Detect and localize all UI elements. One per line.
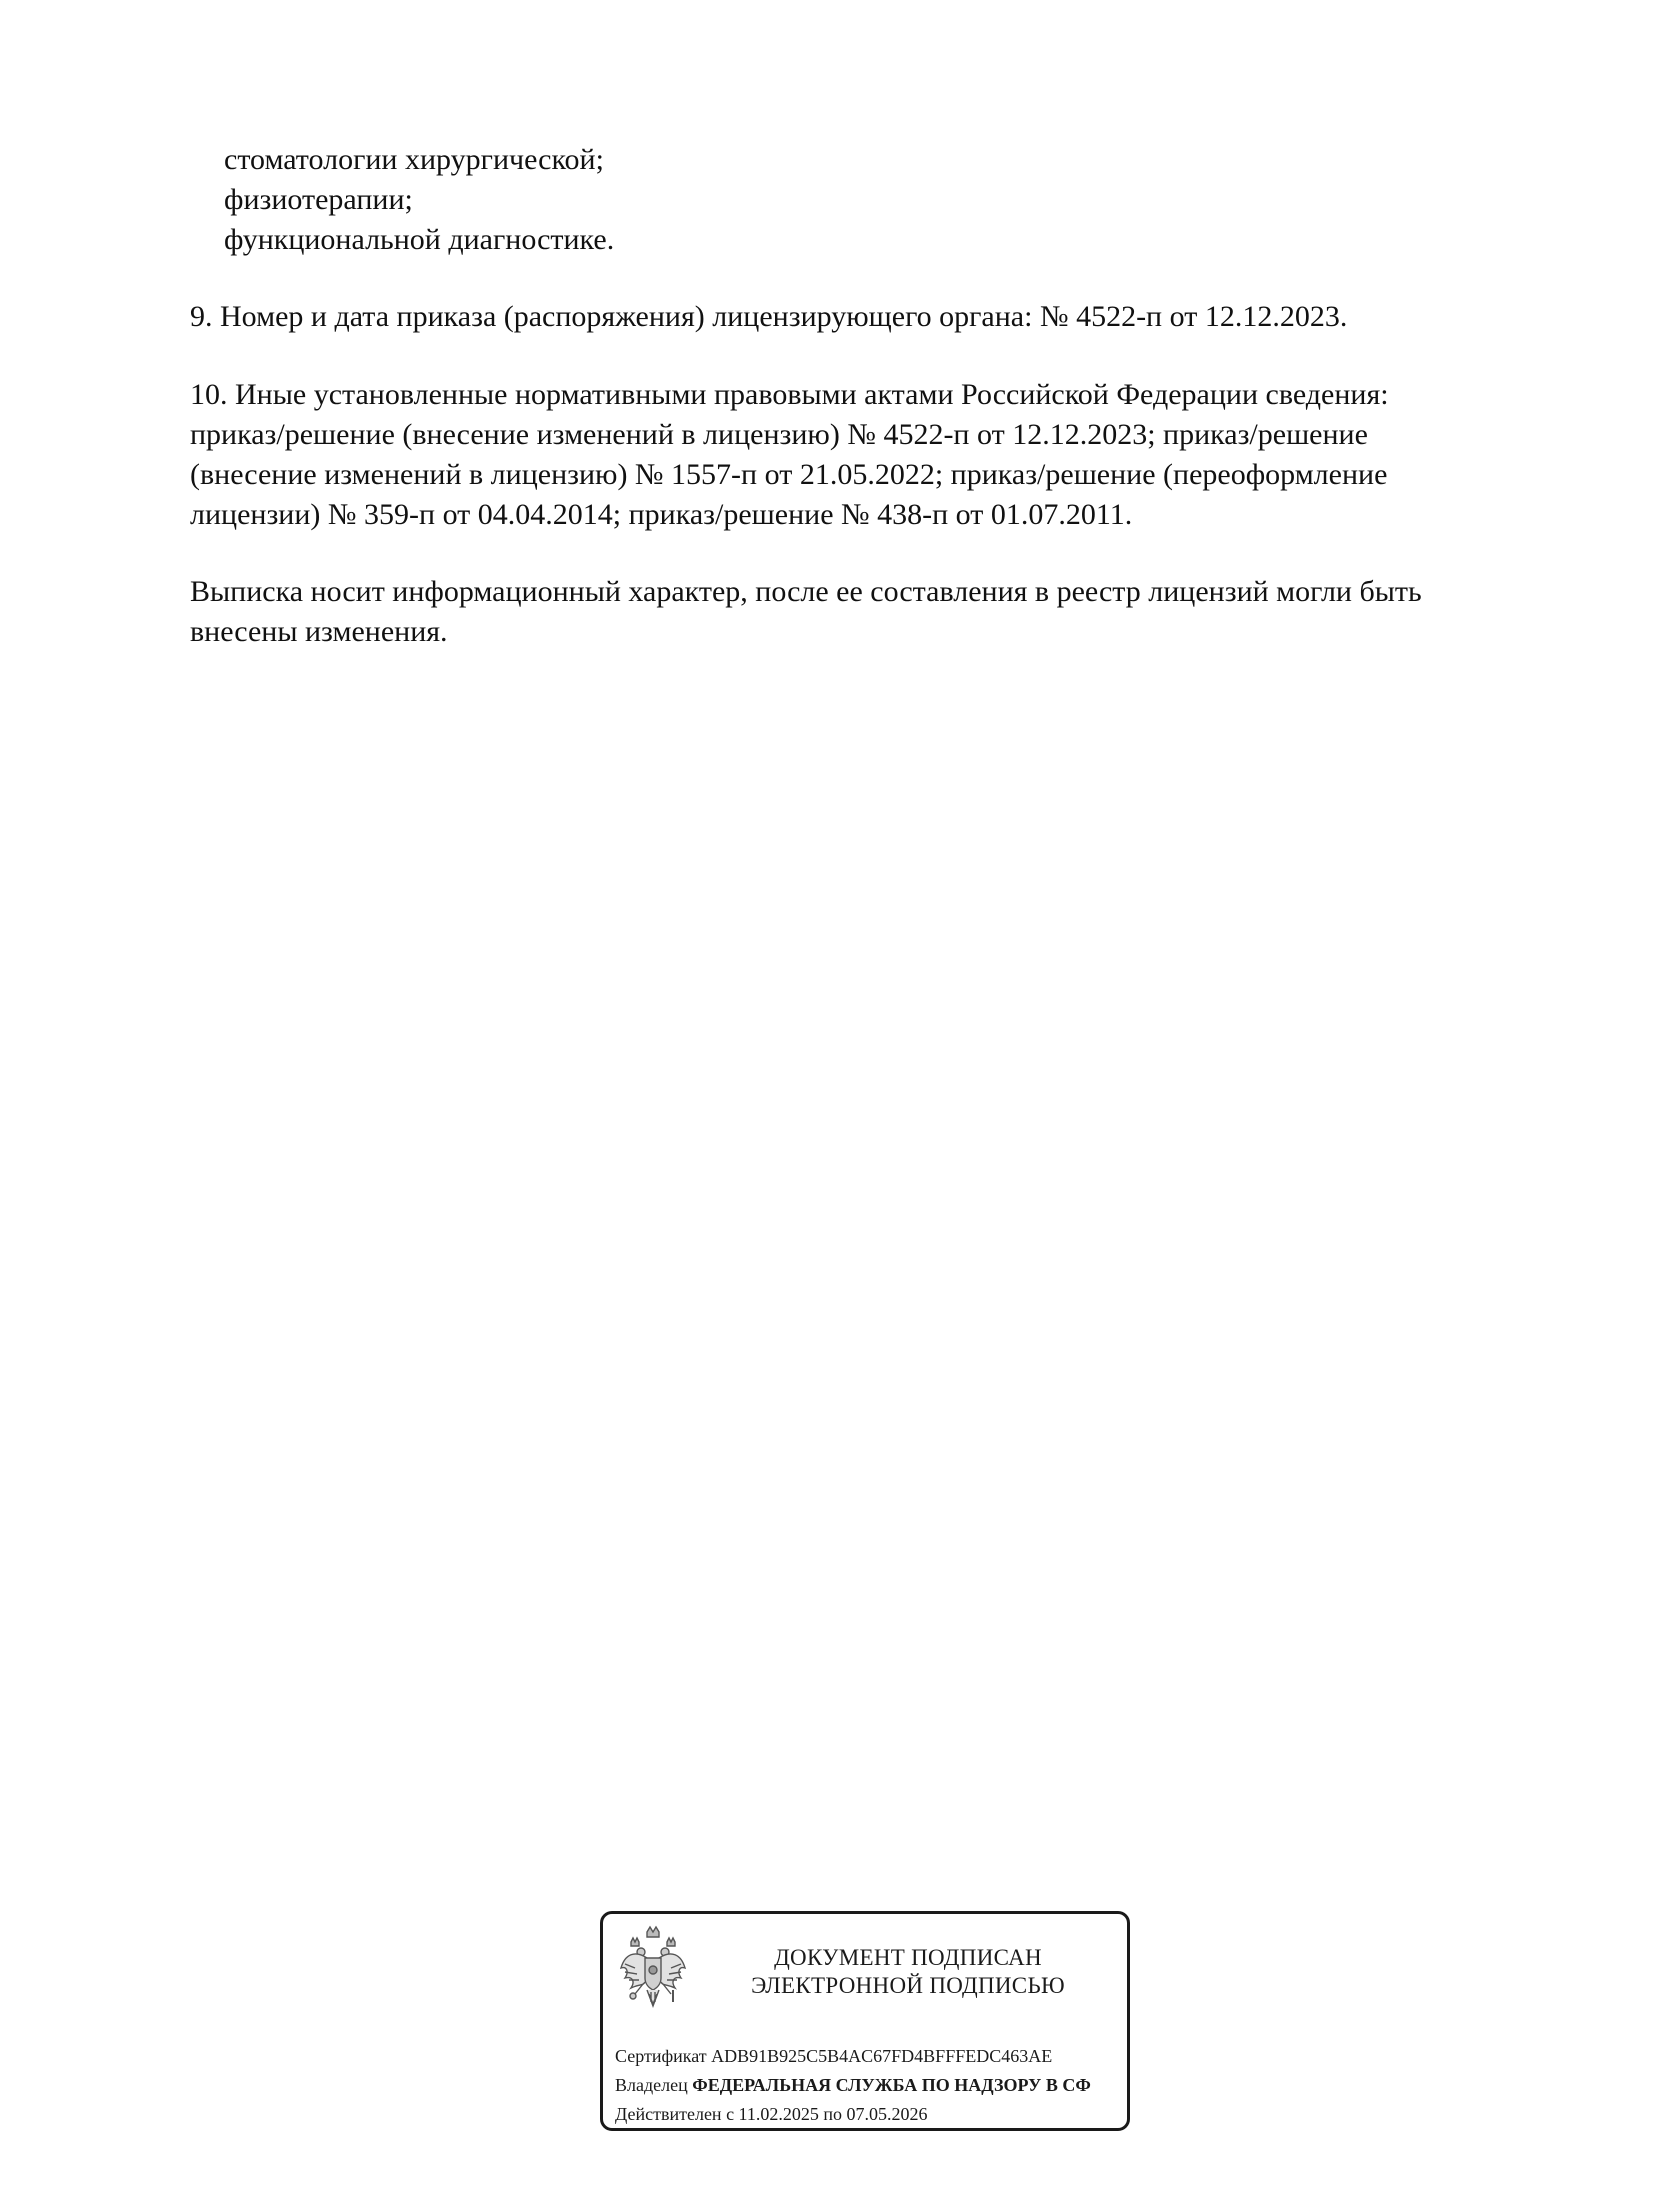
other-info-line: приказ/решение (внесение изменений в лицензию) № 4522-п от 12.12.2023; приказ/решение [190, 418, 1368, 451]
certificate-value: ADB91B925C5B4AC67FD4BFFFEDC463AE [711, 2046, 1053, 2066]
owner-label: Владелец [615, 2075, 688, 2095]
other-info-line: (внесение изменений в лицензию) № 1557-п от 21.05.2022; приказ/решение (переоформление [190, 458, 1388, 491]
certificate-row [615, 2045, 1052, 2067]
disclaimer-line: внесены изменения. [190, 615, 448, 648]
electronic-signature-stamp [600, 1911, 1130, 2131]
certificate-label: Сертификат [615, 2046, 707, 2066]
validity-row: Действителен с 11.02.2025 по 07.05.2026 [615, 2104, 928, 2124]
owner-value: ФЕДЕРАЛЬНАЯ СЛУЖБА ПО НАДЗОРУ В СФ [692, 2075, 1091, 2095]
specialty-item: функциональной диагностике. [224, 223, 615, 256]
order-number-paragraph: 9. Номер и дата приказа (распоряжения) лицензирующего органа: № 4522-п от 12.12.2023. [190, 300, 1348, 333]
owner-row [615, 2074, 1091, 2096]
stamp-title-line2: ЭЛЕКТРОННОЙ ПОДПИСЬЮ [751, 1973, 1065, 1998]
disclaimer-line: Выписка носит информационный характер, после ее составления в реестр лицензий могли быть [190, 575, 1422, 608]
other-info-line: 10. Иные установленные нормативными правовыми актами Российской Федерации сведения: [190, 378, 1389, 411]
specialty-item: стоматологии хирургической; [224, 143, 604, 176]
specialty-item: физиотерапии; [224, 183, 413, 216]
stamp-title-line1: ДОКУМЕНТ ПОДПИСАН [774, 1945, 1042, 1970]
coat-of-arms-icon [617, 1924, 689, 2012]
other-info-line: лицензии) № 359-п от 04.04.2014; приказ/решение № 438-п от 01.07.2011. [190, 498, 1133, 531]
